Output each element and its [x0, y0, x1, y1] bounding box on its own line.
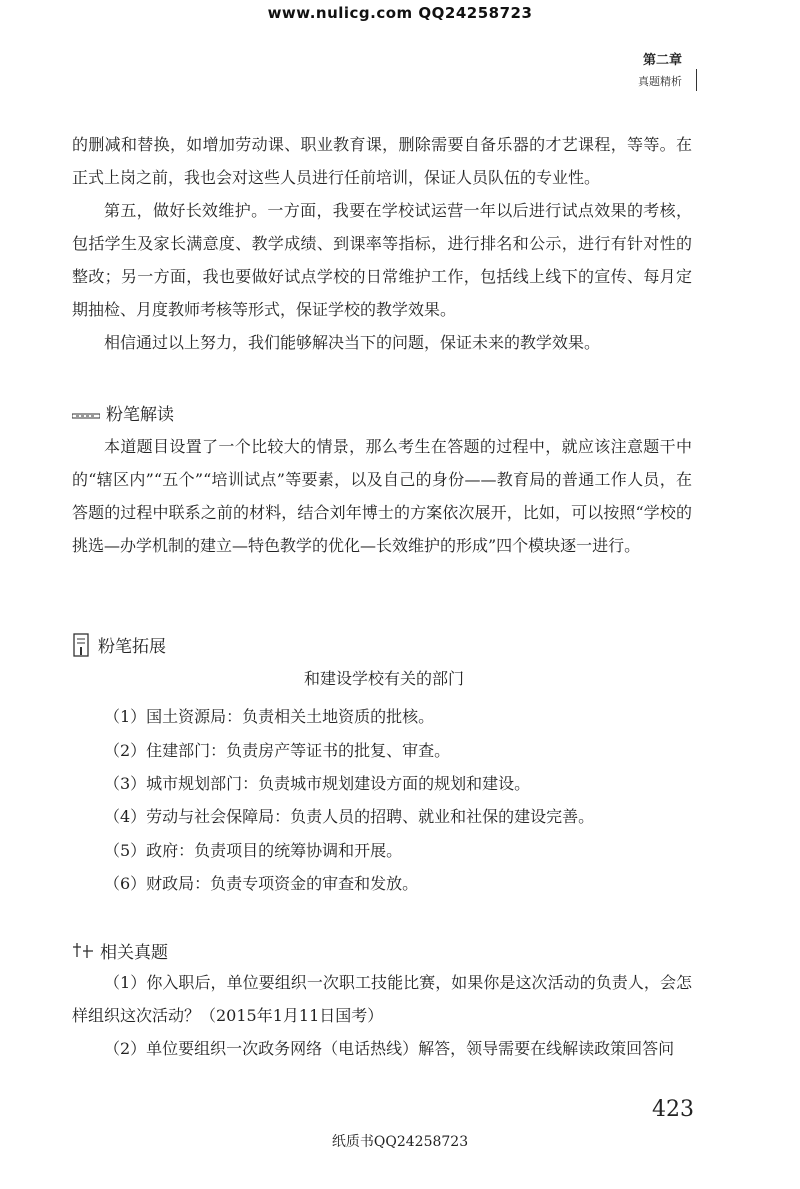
list-item: （4）劳动与社会保障局：负责人员的招聘、就业和社保的建设完善。: [104, 807, 595, 826]
expand-heading: [72, 632, 166, 662]
paragraph-2: 第五，做好长效维护。一方面，我要在学校试运营一年以后进行试点效果的考核，包括学生及家长满意度、教学成绩、到课率等指标，进行排名和公示，进行有针对性的整改；另一方面，我也要做好试点学校的日常维护工作，包括线上线下的宣传、每月定期抽检、月度教师考核等形式，保证学校的教学效果。: [72, 201, 692, 319]
list-item: （6）财政局：负责专项资金的审查和发放。: [104, 874, 419, 893]
watermark-top: www.nulicg.com QQ24258723: [267, 4, 533, 22]
list-item: （5）政府：负责项目的统筹协调和开展。: [104, 841, 403, 860]
page-number: 423: [652, 1097, 694, 1122]
list-item: （1）国土资源局：负责相关土地资质的批核。: [104, 707, 435, 726]
book-marker-icon: [72, 633, 92, 662]
interpret-heading: [72, 400, 174, 425]
interpret-title: 粉笔解读: [106, 405, 174, 425]
list-item: （3）城市规划部门：负责城市规划建设方面的规划和建设。: [104, 774, 531, 793]
list-item: （2）住建部门：负责房产等证书的批复、审查。: [104, 741, 451, 760]
related-title: 相关真题: [100, 943, 168, 963]
header-divider: [696, 69, 697, 91]
section-label: 真题精析: [638, 75, 682, 88]
expand-title: 粉笔拓展: [98, 637, 166, 657]
paragraph-3: 相信通过以上努力，我们能够解决当下的问题，保证未来的教学效果。: [104, 333, 601, 352]
related-text-2: （2）单位要组织一次政务网络（电话热线）解答，领导需要在线解读政策回答问: [104, 1039, 675, 1058]
chapter-label: 第二章: [642, 53, 682, 68]
expand-subtitle: 和建设学校有关的部门: [303, 669, 464, 688]
interpret-text: 本道题目设置了一个比较大的情景，那么考生在答题的过程中，就应该注意题干中的“辖区内”“五个”“培训试点”等要素，以及自己的身份——教育局的普通工作人员，在答题的过程中联系之前的材料，结合刘年博士的方案依次展开，比如，可以按照“学校的挑选—办学机制的建立—特色教学的优化—长效维护的形成”四个模块逐一进行。: [72, 437, 692, 555]
related-heading: [72, 938, 168, 964]
paragraph-1: 的删减和替换，如增加劳动课、职业教育课，删除需要自备乐器的才艺课程，等等。在正式上岗之前，我也会对这些人员进行任前培训，保证人员队伍的专业性。: [72, 135, 692, 187]
watermark-bottom: 纸质书QQ24258723: [331, 1134, 469, 1150]
pen-marker-icon: [72, 405, 100, 425]
related-marker-icon: [72, 943, 94, 964]
related-text: （1）你入职后，单位要组织一次职工技能比赛，如果你是这次活动的负责人，会怎样组织这次活动？（2015年1月11日国考）: [72, 973, 692, 1025]
